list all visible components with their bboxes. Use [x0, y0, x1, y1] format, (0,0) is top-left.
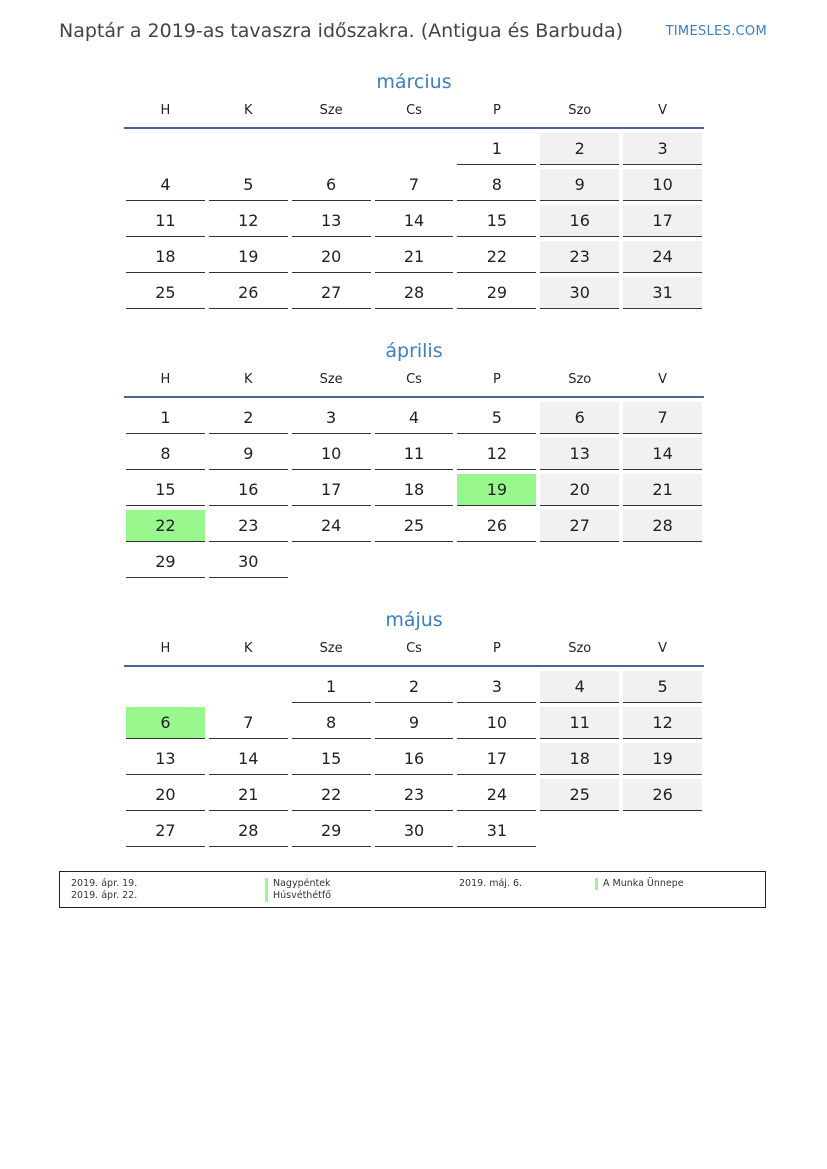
day-number: 13 — [540, 438, 619, 470]
weekday-label: H — [160, 372, 171, 387]
week-row — [124, 133, 704, 169]
day-number: 30 — [375, 815, 454, 847]
day-cell — [290, 402, 373, 438]
holiday-day-cell — [124, 707, 207, 743]
weekday-label: K — [244, 372, 253, 387]
week-row — [124, 671, 704, 707]
day-number: 19 — [457, 474, 536, 506]
day-cell — [290, 510, 373, 546]
day-cell — [207, 779, 290, 815]
day-number: 3 — [623, 133, 702, 165]
day-number: 19 — [623, 743, 702, 775]
day-number: 2 — [209, 402, 288, 434]
site-logo-link[interactable]: TIMESLES.COM — [665, 24, 767, 39]
day-number: 15 — [126, 474, 205, 506]
holiday-legend — [59, 871, 766, 908]
day-cell — [124, 402, 207, 438]
day-cell — [124, 474, 207, 510]
day-number: 26 — [623, 779, 702, 811]
weekday-label: Szo — [568, 641, 592, 656]
weekday-label: K — [244, 641, 253, 656]
day-number — [126, 671, 205, 702]
day-number: 4 — [375, 402, 454, 434]
week-row — [124, 277, 704, 313]
day-cell — [455, 671, 538, 707]
weekday-label: P — [492, 103, 501, 118]
empty-day-cell — [538, 546, 621, 582]
day-cell — [455, 815, 538, 851]
day-number: 13 — [292, 205, 371, 237]
week-row — [124, 169, 704, 205]
day-cell — [538, 133, 621, 169]
day-cell — [290, 815, 373, 851]
day-cell — [290, 779, 373, 815]
month-calendar — [124, 605, 704, 850]
day-number: 14 — [375, 205, 454, 237]
day-number: 14 — [209, 743, 288, 775]
day-number: 6 — [540, 402, 619, 434]
day-cell — [373, 277, 456, 313]
day-number: 2 — [375, 671, 454, 703]
day-number: 15 — [457, 205, 536, 237]
day-number: 5 — [209, 169, 288, 201]
day-cell — [373, 779, 456, 815]
day-cell — [124, 241, 207, 277]
day-number: 1 — [126, 402, 205, 434]
month-name: május — [385, 609, 443, 631]
day-cell — [621, 133, 704, 169]
day-cell — [538, 779, 621, 815]
day-cell — [455, 510, 538, 546]
day-cell — [455, 438, 538, 474]
day-number: 29 — [292, 815, 371, 847]
day-number: 7 — [623, 402, 702, 434]
day-number: 6 — [292, 169, 371, 201]
day-cell — [373, 815, 456, 851]
day-cell — [207, 277, 290, 313]
weekday-label: V — [658, 641, 668, 656]
day-cell — [290, 707, 373, 743]
day-number: 11 — [126, 205, 205, 237]
day-number: 24 — [292, 510, 371, 542]
day-number: 24 — [623, 241, 702, 273]
day-cell — [621, 510, 704, 546]
day-number: 8 — [292, 707, 371, 739]
empty-day-cell — [621, 546, 704, 582]
day-number — [540, 546, 619, 577]
day-cell — [373, 205, 456, 241]
empty-day-cell — [538, 815, 621, 851]
day-cell — [290, 474, 373, 510]
day-cell — [124, 815, 207, 851]
day-cell — [538, 241, 621, 277]
day-number: 22 — [457, 241, 536, 273]
day-number: 29 — [457, 277, 536, 309]
day-number: 12 — [623, 707, 702, 739]
day-cell — [455, 241, 538, 277]
day-number — [292, 133, 371, 164]
day-number: 21 — [375, 241, 454, 273]
day-number: 11 — [375, 438, 454, 470]
empty-day-cell — [373, 546, 456, 582]
day-cell — [455, 779, 538, 815]
day-cell — [124, 438, 207, 474]
day-cell — [538, 474, 621, 510]
day-cell — [455, 402, 538, 438]
week-row — [124, 779, 704, 815]
week-row — [124, 815, 704, 851]
day-cell — [290, 438, 373, 474]
day-cell — [207, 815, 290, 851]
day-cell — [207, 241, 290, 277]
day-number: 13 — [126, 743, 205, 775]
weekday-label: V — [658, 372, 668, 387]
weekday-label: K — [244, 103, 253, 118]
week-row — [124, 707, 704, 743]
day-number: 12 — [209, 205, 288, 237]
day-number: 4 — [126, 169, 205, 201]
day-number: 16 — [540, 205, 619, 237]
legend-date: 2019. ápr. 19. — [71, 878, 138, 889]
day-cell — [373, 510, 456, 546]
month-calendar — [124, 67, 704, 312]
day-number: 6 — [126, 707, 205, 739]
day-cell — [621, 707, 704, 743]
holiday-day-cell — [455, 474, 538, 510]
day-number — [292, 546, 371, 577]
day-number: 21 — [209, 779, 288, 811]
day-number — [209, 133, 288, 164]
day-cell — [124, 743, 207, 779]
weekday-label: H — [160, 103, 171, 118]
weekday-header — [124, 370, 704, 398]
day-cell — [373, 671, 456, 707]
day-number — [457, 546, 536, 577]
day-number: 15 — [292, 743, 371, 775]
day-cell — [124, 546, 207, 582]
day-number: 3 — [457, 671, 536, 703]
weekday-label: Sze — [319, 372, 343, 387]
day-number: 23 — [209, 510, 288, 542]
day-number: 3 — [292, 402, 371, 434]
day-cell — [621, 402, 704, 438]
day-number: 23 — [540, 241, 619, 273]
day-number: 27 — [126, 815, 205, 847]
weekday-label: Sze — [319, 641, 343, 656]
day-cell — [538, 510, 621, 546]
week-row — [124, 241, 704, 277]
empty-day-cell — [290, 133, 373, 169]
weekday-label: P — [492, 641, 501, 656]
week-row — [124, 438, 704, 474]
day-cell — [621, 241, 704, 277]
weekday-label: Szo — [568, 372, 592, 387]
day-number: 20 — [540, 474, 619, 506]
day-number: 28 — [209, 815, 288, 847]
day-number: 8 — [126, 438, 205, 470]
day-cell — [538, 402, 621, 438]
day-cell — [621, 671, 704, 707]
day-cell — [538, 707, 621, 743]
day-number: 2 — [540, 133, 619, 165]
month-calendar — [124, 336, 704, 581]
empty-day-cell — [124, 133, 207, 169]
day-cell — [373, 169, 456, 205]
legend-holiday-name: A Munka Ünnepe — [595, 878, 684, 890]
day-cell — [373, 474, 456, 510]
day-cell — [621, 743, 704, 779]
day-number: 23 — [375, 779, 454, 811]
day-number: 5 — [457, 402, 536, 434]
day-number: 22 — [292, 779, 371, 811]
day-number: 1 — [457, 133, 536, 165]
day-cell — [538, 205, 621, 241]
day-number: 10 — [623, 169, 702, 201]
day-number: 7 — [209, 707, 288, 739]
day-number — [126, 133, 205, 164]
day-cell — [455, 205, 538, 241]
week-row — [124, 743, 704, 779]
day-cell — [207, 510, 290, 546]
day-number — [623, 546, 702, 577]
day-number: 25 — [540, 779, 619, 811]
day-cell — [207, 205, 290, 241]
day-number: 9 — [540, 169, 619, 201]
day-cell — [124, 779, 207, 815]
day-number: 9 — [209, 438, 288, 470]
day-cell — [621, 474, 704, 510]
day-number: 24 — [457, 779, 536, 811]
day-number: 11 — [540, 707, 619, 739]
month-name: március — [376, 71, 452, 93]
day-number: 5 — [623, 671, 702, 703]
day-number: 30 — [209, 546, 288, 578]
day-number — [209, 671, 288, 702]
empty-day-cell — [124, 671, 207, 707]
week-row — [124, 402, 704, 438]
weekday-header — [124, 639, 704, 667]
week-row — [124, 510, 704, 546]
empty-day-cell — [207, 133, 290, 169]
day-number: 18 — [540, 743, 619, 775]
day-cell — [373, 743, 456, 779]
weekday-label: Szo — [568, 103, 592, 118]
week-row — [124, 546, 704, 582]
day-number: 4 — [540, 671, 619, 703]
day-cell — [124, 205, 207, 241]
day-cell — [290, 241, 373, 277]
day-number: 18 — [375, 474, 454, 506]
day-cell — [621, 438, 704, 474]
holiday-day-cell — [124, 510, 207, 546]
day-cell — [207, 169, 290, 205]
day-number: 12 — [457, 438, 536, 470]
day-cell — [455, 133, 538, 169]
legend-holiday-name: Húsvéthétfő — [265, 890, 331, 902]
day-cell — [538, 671, 621, 707]
day-number: 10 — [457, 707, 536, 739]
day-number: 10 — [292, 438, 371, 470]
day-number: 28 — [375, 277, 454, 309]
day-number: 21 — [623, 474, 702, 506]
empty-day-cell — [373, 133, 456, 169]
legend-holiday-name: Nagypéntek — [265, 878, 331, 890]
day-cell — [290, 671, 373, 707]
day-number: 31 — [457, 815, 536, 847]
day-cell — [290, 277, 373, 313]
day-number: 7 — [375, 169, 454, 201]
day-cell — [290, 205, 373, 241]
day-cell — [455, 277, 538, 313]
day-number — [540, 815, 619, 846]
day-number: 30 — [540, 277, 619, 309]
day-number: 27 — [292, 277, 371, 309]
weekday-label: Sze — [319, 103, 343, 118]
week-row — [124, 474, 704, 510]
day-number: 27 — [540, 510, 619, 542]
day-cell — [207, 402, 290, 438]
weekday-label: P — [492, 372, 501, 387]
day-cell — [621, 779, 704, 815]
legend-date: 2019. máj. 6. — [459, 878, 523, 889]
day-number: 31 — [623, 277, 702, 309]
day-cell — [373, 438, 456, 474]
day-cell — [538, 743, 621, 779]
day-cell — [124, 169, 207, 205]
month-name: április — [385, 340, 443, 362]
legend-date: 2019. ápr. 22. — [71, 890, 138, 901]
day-cell — [207, 438, 290, 474]
day-number: 1 — [292, 671, 371, 703]
day-number: 26 — [457, 510, 536, 542]
day-number: 9 — [375, 707, 454, 739]
day-cell — [621, 277, 704, 313]
day-number: 29 — [126, 546, 205, 578]
day-cell — [455, 743, 538, 779]
day-number: 16 — [375, 743, 454, 775]
day-number: 16 — [209, 474, 288, 506]
weekday-header — [124, 101, 704, 129]
day-number: 14 — [623, 438, 702, 470]
weekday-label: Cs — [406, 372, 422, 387]
day-number: 20 — [292, 241, 371, 273]
day-cell — [373, 402, 456, 438]
day-cell — [455, 707, 538, 743]
day-number: 17 — [623, 205, 702, 237]
day-cell — [621, 169, 704, 205]
page-title: Naptár a 2019-as tavaszra időszakra. (Antigua és Barbuda) — [59, 20, 623, 42]
day-number: 18 — [126, 241, 205, 273]
day-number: 22 — [126, 510, 205, 542]
day-number: 17 — [292, 474, 371, 506]
day-number: 25 — [375, 510, 454, 542]
empty-day-cell — [621, 815, 704, 851]
empty-day-cell — [207, 671, 290, 707]
day-cell — [207, 707, 290, 743]
day-cell — [373, 707, 456, 743]
day-cell — [538, 438, 621, 474]
day-number: 25 — [126, 277, 205, 309]
empty-day-cell — [455, 546, 538, 582]
day-number: 28 — [623, 510, 702, 542]
day-cell — [207, 743, 290, 779]
day-cell — [290, 743, 373, 779]
day-number: 19 — [209, 241, 288, 273]
day-number — [375, 546, 454, 577]
empty-day-cell — [290, 546, 373, 582]
day-cell — [207, 546, 290, 582]
day-cell — [621, 205, 704, 241]
day-cell — [290, 169, 373, 205]
day-number — [375, 133, 454, 164]
weekday-label: Cs — [406, 103, 422, 118]
day-cell — [538, 169, 621, 205]
day-cell — [373, 241, 456, 277]
day-number — [623, 815, 702, 846]
day-number: 26 — [209, 277, 288, 309]
day-number: 8 — [457, 169, 536, 201]
week-row — [124, 205, 704, 241]
weekday-label: Cs — [406, 641, 422, 656]
day-cell — [538, 277, 621, 313]
weekday-label: H — [160, 641, 171, 656]
day-number: 17 — [457, 743, 536, 775]
weekday-label: V — [658, 103, 668, 118]
day-number: 20 — [126, 779, 205, 811]
day-cell — [455, 169, 538, 205]
day-cell — [207, 474, 290, 510]
day-cell — [124, 277, 207, 313]
